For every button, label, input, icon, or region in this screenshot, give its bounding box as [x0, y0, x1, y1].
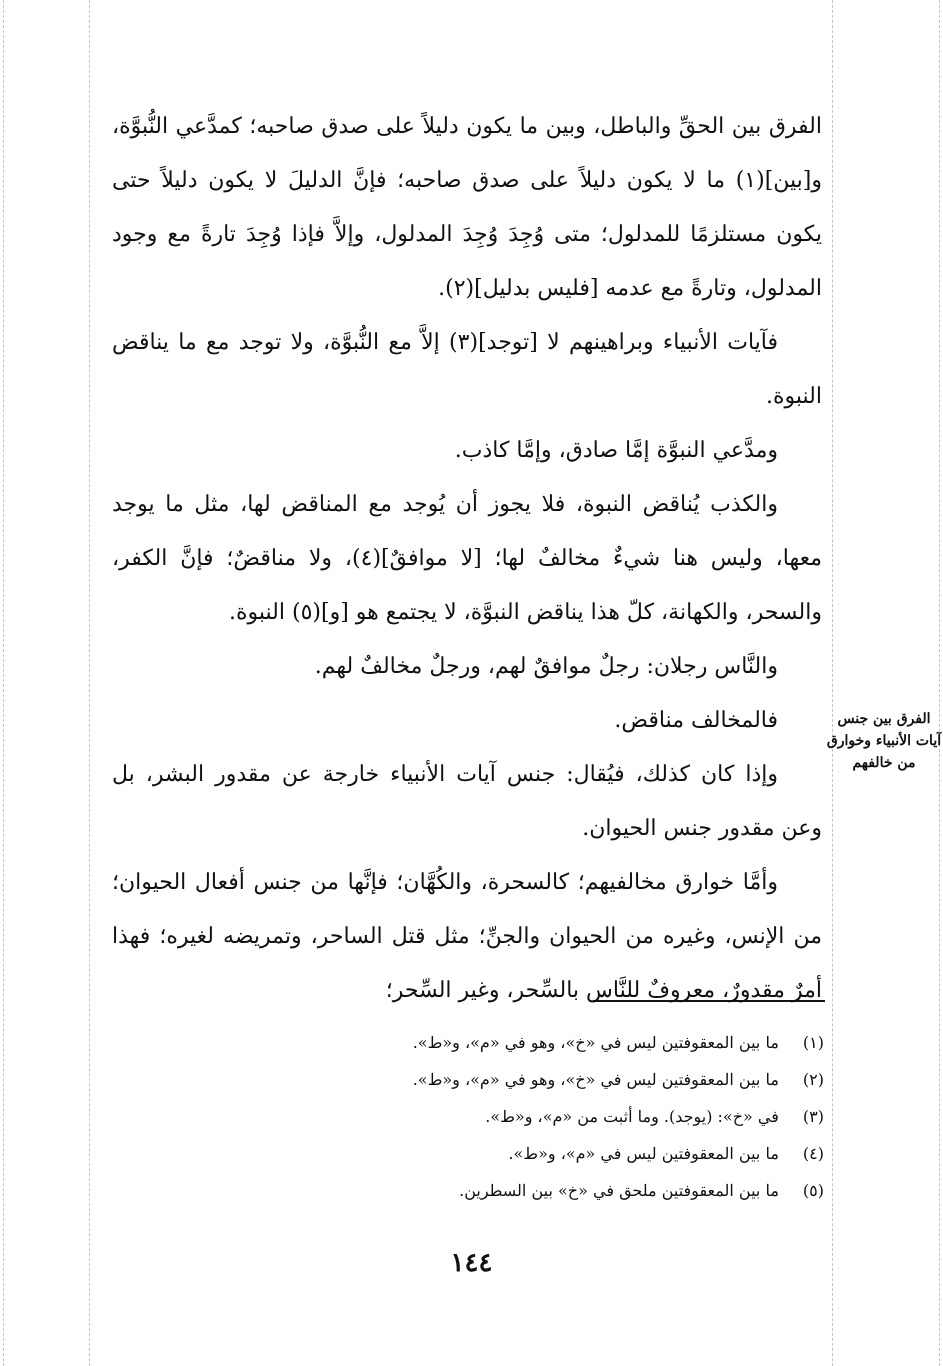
footnote-text: ما بين المعقوفتين ليس في «خ»، وهو في «م»، و«ط».	[412, 1033, 779, 1052]
footnote	[290, 1172, 824, 1209]
footnote-text: ما بين المعقوفتين ليس في «م»، و«ط».	[508, 1144, 779, 1163]
footnote-separator	[593, 1000, 825, 1002]
footnotes	[290, 1024, 824, 1209]
page-guide-line	[3, 0, 4, 1366]
paragraph: والنَّاس رجلان: رجلٌ موافقٌ لهم، ورجلٌ مخالفٌ لهم.	[314, 654, 778, 679]
footnote-number: (١)	[802, 1033, 824, 1052]
footnote	[290, 1098, 824, 1135]
paragraph: وأمَّا خوارق مخالفيهم؛ كالسحرة، والكُهَّان؛ فإنَّها من جنس أفعال الحيوان؛ من الإنس، وغيره من الحيوان والجنِّ؛ مثل قتل الساحر، وتمريضه لغيره؛ فهذا أمرٌ مقدورٌ، معروفٌ للنَّاس بالسِّحر، وغير السِّحر؛	[112, 870, 822, 1003]
page-guide-line	[939, 0, 940, 1366]
paragraph: الفرق بين الحقِّ والباطل، وبين ما يكون دليلاً على صدق صاحبه؛ كمدَّعي النُّبوَّة، و[بين](١) ما لا يكون دليلاً على صدق صاحبه؛ فإنَّ الدليلَ لا يكون دليلاً حتى يكون مستلزمًا للمدلول؛ متى وُجِدَ وُجِدَ المدلول، وإلاَّ فإذا وُجِدَ تارةً مع وجود المدلول، وتارةً مع عدمه [فليس بدليل](٢).	[112, 114, 822, 301]
paragraph: فآيات الأنبياء وبراهينهم لا [توجد](٣) إلاَّ مع النُّبوَّة، ولا توجد مع ما يناقض النبوة.	[112, 330, 822, 409]
page-number: ١٤٤	[450, 1248, 493, 1278]
footnote-number: (٣)	[802, 1107, 824, 1126]
main-text	[112, 100, 822, 1018]
paragraph: والكذب يُناقض النبوة، فلا يجوز أن يُوجد مع المناقض لها، مثل ما يوجد معها، وليس هنا شيءٌ مخالفٌ لها؛ [لا موافقٌ](٤)، ولا مناقضٌ؛ فإنَّ الكفر، والسحر، والكهانة، كلّ هذا يناقض النبوَّة، لا يجتمع هو [و](٥) النبوة.	[112, 492, 823, 625]
paragraph: ومدَّعي النبوَّة إمَّا صادق، وإمَّا كاذب.	[454, 438, 778, 463]
page-guide-line	[832, 0, 833, 1366]
footnote-number: (٢)	[802, 1070, 824, 1089]
footnote	[290, 1061, 824, 1098]
footnote	[290, 1135, 824, 1172]
page-guide-line	[89, 0, 90, 1366]
footnote-number: (٥)	[802, 1181, 824, 1200]
footnote-text: ما بين المعقوفتين ليس في «خ»، وهو في «م»، و«ط».	[412, 1070, 779, 1089]
footnote	[290, 1024, 824, 1061]
margin-note-line: الفرق بين جنس	[837, 711, 931, 727]
margin-note-line: من خالفهم	[852, 755, 916, 771]
margin-note-line: آيات الأنبياء وخوارق	[826, 733, 942, 749]
margin-note	[826, 708, 942, 774]
paragraph: وإذا كان كذلك، فيُقال: جنس آيات الأنبياء خارجة عن مقدور البشر، بل وعن مقدور جنس الحيوان.	[112, 762, 822, 841]
footnote-number: (٤)	[802, 1144, 824, 1163]
footnote-text: في «خ»: (يوجد). وما أثبت من «م»، و«ط».	[485, 1107, 779, 1126]
paragraph: فالمخالف مناقض.	[614, 708, 778, 733]
footnote-text: ما بين المعقوفتين ملحق في «خ» بين السطرين.	[459, 1181, 779, 1200]
